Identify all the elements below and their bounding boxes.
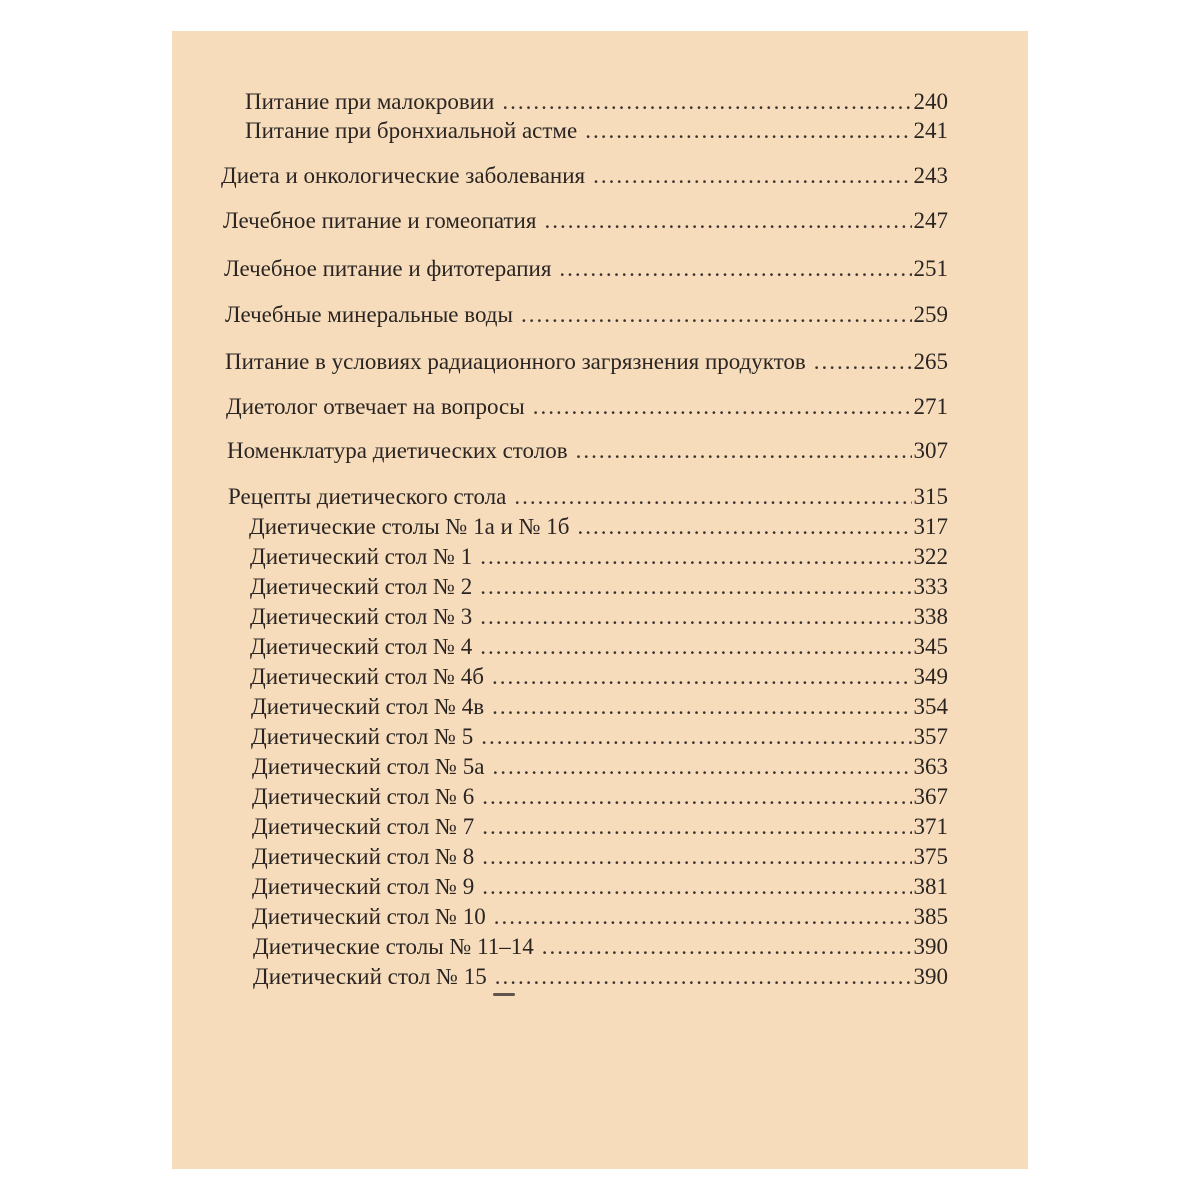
toc-entry	[225, 348, 948, 376]
toc-entry	[250, 663, 948, 691]
toc-entry-page: 271	[913, 394, 948, 419]
toc-entry	[224, 255, 948, 283]
toc-entry-page: 367	[913, 784, 948, 809]
toc-entry-title: Диета и онкологические заболевания	[221, 163, 586, 188]
leader-dots	[502, 88, 911, 116]
toc-entry	[252, 753, 948, 781]
toc-entry	[228, 483, 948, 511]
toc-entry	[250, 543, 948, 571]
leader-dots	[482, 813, 911, 841]
toc-entry-title: Диетический стол № 2	[250, 574, 473, 599]
toc-entry-title: Диетический стол № 10	[252, 904, 486, 929]
toc-entry	[225, 301, 948, 329]
leader-dots	[544, 207, 911, 235]
leader-dots	[521, 301, 912, 329]
toc-entry-page: 390	[913, 934, 948, 959]
toc-entry-title: Диетический стол № 9	[252, 874, 475, 899]
toc-entry	[252, 873, 948, 901]
toc-entry-page: 240	[913, 89, 948, 114]
toc-entry-page: 317	[913, 514, 948, 539]
toc-entry-page: 241	[913, 118, 948, 143]
leader-dots	[576, 437, 912, 465]
toc-entry-page: 357	[913, 724, 948, 749]
leader-dots	[514, 483, 911, 511]
toc-entry	[245, 88, 948, 116]
toc-entry	[253, 933, 948, 961]
toc-entry	[252, 813, 948, 841]
toc-entry-page: 322	[913, 544, 948, 569]
leader-dots	[814, 348, 912, 376]
toc-entry-page: 363	[913, 754, 948, 779]
toc-entry-page: 265	[913, 349, 948, 374]
leader-dots	[482, 783, 911, 811]
toc-entry-title: Диетический стол № 15	[253, 964, 487, 989]
leader-dots	[585, 117, 911, 145]
toc-entry	[251, 693, 948, 721]
leader-dots	[492, 693, 911, 721]
toc-entry-title: Питание при бронхиальной астме	[245, 118, 578, 143]
toc-entry	[221, 162, 948, 190]
toc-entry-title: Питание в условиях радиационного загрязнения продуктов	[225, 349, 806, 374]
leader-dots	[480, 633, 911, 661]
toc-entry	[252, 903, 948, 931]
table-of-contents	[172, 31, 1028, 1169]
toc-entry-title: Лечебное питание и гомеопатия	[223, 208, 537, 233]
toc-entry	[250, 573, 948, 601]
toc-entry-title: Диетический стол № 7	[252, 814, 475, 839]
leader-dots	[482, 873, 911, 901]
toc-entry-page: 259	[913, 302, 948, 327]
leader-dots	[480, 603, 911, 631]
toc-entry	[249, 513, 948, 541]
toc-entry-page: 251	[913, 256, 948, 281]
toc-entry-page: 371	[913, 814, 948, 839]
toc-entry	[245, 117, 948, 145]
toc-entry	[223, 207, 948, 235]
toc-entry-title: Рецепты диетического стола	[228, 484, 507, 509]
toc-entry-title: Диетический стол № 3	[250, 604, 473, 629]
toc-entry-page: 307	[913, 438, 948, 463]
toc-entry	[226, 393, 948, 421]
leader-dots	[542, 933, 912, 961]
toc-entry-title: Питание при малокровии	[245, 89, 495, 114]
toc-entry-page: 345	[913, 634, 948, 659]
toc-entry-title: Диетический стол № 1	[250, 544, 473, 569]
toc-entry-title: Диетический стол № 5	[251, 724, 474, 749]
toc-entry-page: 243	[913, 163, 948, 188]
leader-dots	[480, 543, 911, 571]
leader-dots	[482, 843, 911, 871]
toc-entry-page: 385	[913, 904, 948, 929]
toc-entry	[252, 783, 948, 811]
toc-entry-title: Лечебные минеральные воды	[225, 302, 513, 327]
leader-dots	[495, 963, 912, 991]
toc-entry-title: Диетический стол № 4	[250, 634, 473, 659]
toc-entry	[252, 843, 948, 871]
toc-entry-page: 315	[913, 484, 948, 509]
toc-entry-page: 381	[913, 874, 948, 899]
toc-entry-page: 390	[913, 964, 948, 989]
leader-dots	[481, 723, 911, 751]
toc-entry-title: Диетолог отвечает на вопросы	[226, 394, 525, 419]
toc-entry-title: Номенклатура диетических столов	[227, 438, 568, 463]
leader-dots	[578, 513, 912, 541]
toc-entry-page: 375	[913, 844, 948, 869]
toc-entry	[250, 633, 948, 661]
toc-entry	[251, 723, 948, 751]
leader-dots	[593, 162, 911, 190]
leader-dots	[492, 663, 912, 691]
leader-dots	[559, 255, 911, 283]
leader-dots	[480, 573, 911, 601]
toc-entry-page: 247	[913, 208, 948, 233]
toc-entry	[250, 603, 948, 631]
toc-entry-page: 354	[913, 694, 948, 719]
toc-entry	[253, 963, 948, 991]
toc-entry-title: Диетический стол № 5а	[252, 754, 485, 779]
toc-entry-title: Диетический стол № 4б	[250, 664, 484, 689]
leader-dots	[533, 393, 912, 421]
toc-entry-page: 338	[913, 604, 948, 629]
toc-entry-title: Диетический стол № 8	[252, 844, 475, 869]
toc-entry-title: Диетический стол № 6	[252, 784, 475, 809]
toc-entry-title: Лечебное питание и фитотерапия	[224, 256, 552, 281]
leader-dots	[494, 903, 912, 931]
toc-entry-page: 349	[913, 664, 948, 689]
book-page	[172, 31, 1028, 1169]
toc-entry-page: 333	[913, 574, 948, 599]
ink-mark	[493, 993, 515, 996]
leader-dots	[492, 753, 911, 781]
toc-entry-title: Диетические столы № 1а и № 1б	[249, 514, 570, 539]
toc-entry-title: Диетические столы № 11–14	[253, 934, 534, 959]
toc-entry	[227, 437, 948, 465]
toc-entry-title: Диетический стол № 4в	[251, 694, 485, 719]
